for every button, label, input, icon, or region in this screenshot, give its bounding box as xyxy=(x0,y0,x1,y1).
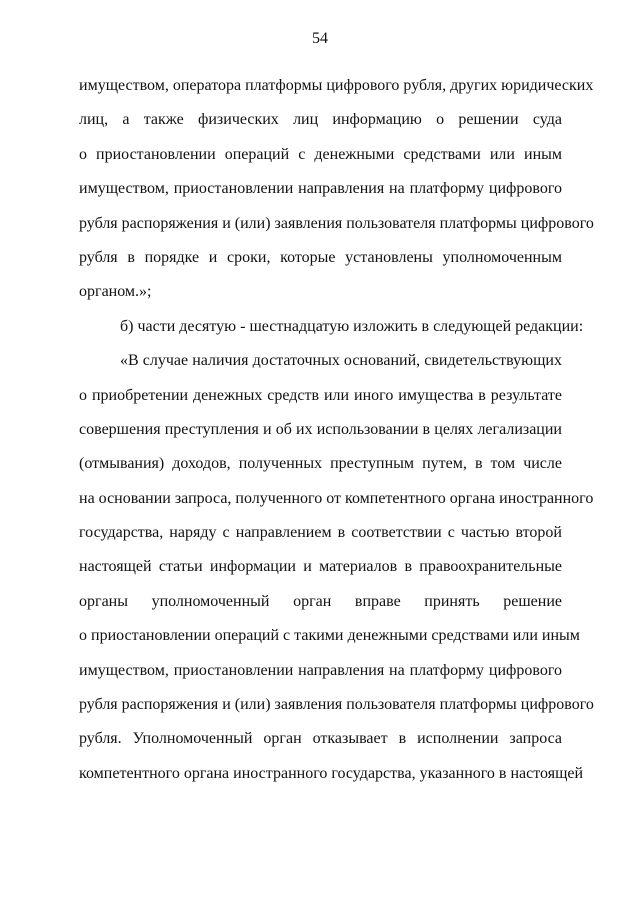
text-line: о приобретении денежных средств или иного имущества в результате xyxy=(79,386,562,404)
text-line: рубля. Уполномоченный орган отказывает в исполнении запроса xyxy=(79,730,562,748)
text-line: рубля распоряжения и (или) заявления пользователя платформы цифрового xyxy=(79,696,594,714)
text-line: имуществом, приостановлении направления на платформу цифрового xyxy=(79,661,562,679)
document-body xyxy=(79,69,594,791)
text-line: на основании запроса, полученного от компетентного органа иностранного xyxy=(79,489,594,507)
text-line: (отмывания) доходов, полученных преступным путем, в том числе xyxy=(79,455,562,473)
paragraph-start-line: «В случае наличия достаточных оснований, свидетельствующих xyxy=(120,352,562,370)
text-line: имуществом, приостановлении направления на платформу цифрового xyxy=(79,180,562,198)
page-number: 54 xyxy=(312,30,328,47)
text-line: органом.»; xyxy=(79,283,152,301)
paragraph-start-line: б) части десятую - шестнадцатую изложить в следующей редакции: xyxy=(120,317,584,335)
text-line: совершения преступления и об их использовании в целях легализации xyxy=(79,420,562,438)
text-line: настоящей статьи информации и материалов в правоохранительные xyxy=(79,558,562,576)
text-line: о приостановлении операций с денежными средствами или иным xyxy=(79,145,562,163)
text-line: рубля в порядке и сроки, которые установлены уполномоченным xyxy=(79,248,562,266)
text-line: о приостановлении операций с такими денежными средствами или иным xyxy=(79,627,580,645)
text-line: компетентного органа иностранного государства, указанного в настоящей xyxy=(79,764,584,782)
text-line: органы уполномоченный орган вправе принять решение xyxy=(79,592,562,610)
text-line: имуществом, оператора платформы цифрового рубля, других юридических xyxy=(79,77,594,94)
text-line: лиц, а также физических лиц информацию о решении суда xyxy=(79,111,562,129)
text-line: рубля распоряжения и (или) заявления пользователя платформы цифрового xyxy=(79,214,594,232)
text-line: государства, наряду с направлением в соответствии с частью второй xyxy=(79,524,562,542)
